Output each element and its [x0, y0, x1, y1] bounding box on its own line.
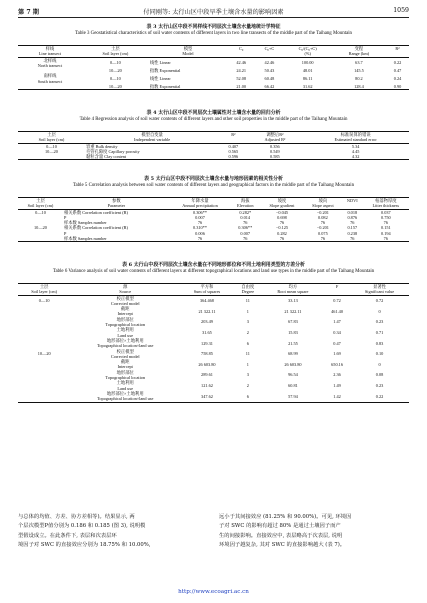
table-cell: 4.45 — [351, 148, 360, 154]
table-cell: 地形部位 Topographical location — [105, 369, 146, 381]
table-cell: −0.125 — [275, 225, 289, 231]
header-cell: Line transect — [18, 51, 82, 57]
table-cell: 48.01 — [302, 68, 313, 74]
table-row — [18, 236, 409, 242]
table-cell: 60.48 — [264, 76, 275, 82]
table-cell: 0.549 — [270, 148, 280, 154]
table-cell: 0.47 — [393, 68, 402, 74]
header-cell: Slope aspect — [304, 203, 342, 209]
table-cell: 76 — [350, 220, 355, 226]
table-cell: 76 — [342, 236, 363, 242]
table-cell: 76 — [197, 220, 203, 226]
table-cell: 样本数 Samples number — [63, 220, 107, 226]
header-cell: 显著性 — [350, 284, 409, 290]
table-cell: 0.23 — [375, 319, 384, 325]
table-cell: 0.22 — [393, 60, 402, 66]
table-cell — [18, 380, 70, 391]
text-line: 环境因子越复杂, 其对 SWC 的直接影响越大 (表 7)。 — [219, 541, 346, 548]
table-cell: 76 — [363, 236, 409, 242]
table-cell: 毛管孔隙度 Capillary porosity — [85, 148, 140, 154]
table-cell: 0.83 — [375, 340, 384, 346]
page-number: 1059 — [393, 7, 409, 14]
table-cell: 0.23 — [375, 382, 384, 388]
table-cell: 347.62 — [180, 391, 234, 402]
table-row — [18, 391, 409, 402]
table-cell: 10—20 — [108, 68, 122, 74]
table-cell: 26 603.80 — [284, 361, 302, 367]
table-cell: 0.007 — [195, 214, 205, 220]
header-cell: 年降水量 — [170, 198, 231, 204]
header-cell: Source — [70, 289, 180, 295]
header-cell: Significant value — [350, 289, 409, 295]
table-cell: 67.83 — [288, 319, 298, 325]
table-cell: 0.151 — [380, 225, 391, 231]
table-cell: 5.34 — [351, 143, 360, 149]
header-cell: Soil layer (cm) — [82, 51, 149, 57]
table-cell: 土地利用 Land use — [116, 327, 134, 338]
table-cell: 76 — [260, 236, 304, 242]
table-row — [18, 295, 409, 306]
table-cell: 1 — [246, 308, 249, 314]
table-cell: 31.62 — [283, 84, 331, 90]
header-cell: 模型自变量 — [85, 132, 219, 138]
table4-caption-cn: 表 4 太行山区中段不同层次土壤属性对土壤含水量的回归分析 — [146, 110, 281, 116]
running-header — [18, 5, 409, 18]
header-cell: 土层 — [18, 132, 85, 138]
table-row — [18, 317, 409, 328]
table-cell: 线性 Linear — [149, 76, 171, 82]
table-cell: −0.045 — [275, 209, 289, 215]
table-cell — [18, 154, 85, 160]
table-cell: 0.194 — [380, 230, 391, 236]
table-cell: 1.49 — [333, 382, 341, 388]
table-cell: 50.43 — [264, 68, 275, 74]
table-cell: 0—10 — [35, 209, 46, 215]
table-cell: 76 — [383, 220, 388, 226]
header-cell: Slope gradient — [260, 203, 304, 209]
table-cell: 461.40 — [331, 308, 343, 314]
table-cell: 26 603.80 — [198, 361, 216, 367]
table-cell: 63.7 — [355, 60, 363, 66]
table-cell: 0 — [378, 361, 381, 367]
table-cell: 黏粒含量 Clay content — [85, 154, 219, 160]
table-cell: 80.2 — [355, 76, 363, 82]
table-cell — [18, 236, 63, 242]
table-cell: 0.876 — [347, 214, 358, 220]
header-cell: NDVI — [342, 198, 363, 204]
header-cell: C₀ — [227, 46, 255, 52]
table-cell: 42.46 — [236, 60, 247, 66]
table5-caption-cn: 表 5 太行山区中段不同层次土壤含水量与地形因素的相关性分析 — [144, 176, 283, 182]
header-cell: Annual precipitation — [170, 203, 231, 209]
table-cell: 0.157 — [347, 225, 358, 231]
table-cell: 21 322.11 — [284, 308, 302, 314]
table-cell: 相关系数 Correlation coefficient (R) — [63, 225, 128, 231]
table-6 — [18, 283, 409, 403]
table-cell: 76 — [243, 220, 248, 226]
table-cell: 10—20 — [37, 351, 51, 357]
table-cell: 11 — [245, 351, 250, 357]
table-cell: 289.61 — [201, 372, 213, 378]
table-cell: 145.5 — [354, 68, 364, 74]
header-cell: 调整后R² — [247, 132, 302, 138]
table-cell: 0.037 — [380, 209, 391, 215]
header-cell: 均方 — [262, 284, 324, 290]
table-cell: P — [63, 230, 67, 236]
header-cell: C₀/(C₀+C) — [283, 46, 331, 52]
table-cell: 66.42 — [255, 84, 283, 90]
text-line: 生的间接影响。直接效应中, 表层略高于次表层, 说明 — [219, 532, 343, 539]
table-cell: 10—20 — [82, 84, 149, 90]
table-cell — [18, 317, 70, 328]
table-cell: 0.282 — [277, 230, 287, 236]
header-cell: F — [324, 284, 350, 290]
header-cell: R² — [219, 132, 247, 138]
table-cell: 地形部位×土地利用 Topographical location×land use — [97, 337, 154, 349]
table-cell: 校正模型 Corrected model — [110, 348, 140, 359]
table-row — [18, 359, 409, 370]
table-cell: 76 — [279, 220, 285, 226]
table-cell — [18, 359, 70, 370]
table-cell: 0.71 — [375, 330, 384, 336]
table-cell: 1.69 — [333, 351, 341, 357]
table-cell: 0.10 — [375, 351, 384, 357]
table-cell: P — [63, 214, 67, 220]
table-cell — [18, 327, 70, 338]
table-cell: 0.24 — [393, 76, 402, 82]
table-cell: 1.42 — [324, 391, 350, 402]
table-cell: 758.85 — [201, 351, 213, 357]
text-line: 与总体的均值、方差、协方差相等)。结果显示, 两 — [18, 514, 135, 520]
table-cell: 样本数 Samples number — [63, 236, 170, 242]
header-cell: Soil layer (cm) — [18, 203, 63, 209]
table3-caption-cn: 表 3 太行山区中段不同样线不同层次土壤含水量地统计学特征 — [146, 24, 281, 30]
header-cell: 平方和 — [180, 284, 234, 290]
table-cell: 121.62 — [201, 382, 213, 388]
header-cell: Adjusted R² — [247, 137, 302, 143]
table-cell: 0—10 — [46, 143, 57, 149]
table-cell: 0—10 — [110, 60, 121, 66]
table-cell: 地形部位 Topographical location — [105, 316, 146, 328]
table-cell: 2 — [246, 382, 249, 388]
header-cell: Degree — [234, 289, 262, 295]
table-cell: 相关系数 Correlation coefficient (R) — [63, 209, 128, 215]
text-line: 远小于其间接效应 (81.25% 和 90.00%)。可见, 环境因 — [219, 514, 352, 520]
table-cell: 0.72 — [375, 298, 384, 304]
table-row — [18, 327, 409, 338]
header-cell: Soil layer (cm) — [18, 289, 70, 295]
table-cell: 0.018 — [347, 209, 358, 215]
issue-number: 第 7 期 — [18, 9, 39, 16]
table-cell: 60.81 — [288, 382, 298, 388]
header-cell: 海拔 — [230, 198, 260, 204]
header-cell: Sum of squares — [180, 289, 234, 295]
header-cell: Litter thickness — [363, 203, 409, 209]
table-cell: 129.31 — [201, 340, 213, 346]
header-cell: Model — [149, 51, 227, 57]
table-cell: 76 — [320, 220, 326, 226]
table-cell: 96.54 — [288, 372, 298, 378]
table-cell: 3 — [246, 372, 249, 378]
table-cell: 容重 Bulk density — [85, 143, 118, 149]
header-cell: 标准误算的错误 — [302, 132, 409, 138]
table-cell — [18, 84, 82, 90]
header-cell: Parameter — [63, 203, 170, 209]
header-cell: Elevation — [230, 203, 260, 209]
header-cell: 源 — [70, 284, 180, 290]
table-row — [18, 349, 409, 360]
header-cell: Independent variable — [85, 137, 219, 143]
table-cell: 6 — [246, 340, 249, 346]
table-cell: 截距 Intercept — [117, 306, 133, 317]
table-cell: 76 — [230, 236, 260, 242]
table-cell: 650.16 — [331, 361, 343, 367]
table-cell: 0.585 — [247, 154, 302, 160]
table-cell — [18, 370, 70, 381]
table-cell: 0.014 — [240, 214, 251, 220]
header-cell: 土层 — [18, 198, 63, 204]
table-cell: −0.201 — [316, 209, 329, 215]
header-cell: 坡向 — [304, 198, 342, 204]
table-cell: 地形部位×土地利用 Topographical location×land use — [70, 391, 180, 402]
table-cell: 128.4 — [332, 84, 386, 90]
table-4 — [18, 131, 409, 160]
table-cell: 6 — [234, 391, 262, 402]
table-cell: 线性 Linear — [149, 60, 171, 66]
table-cell: 0.282* — [239, 209, 252, 215]
table-cell: 0.72 — [333, 298, 341, 304]
table-cell: 364.468 — [199, 298, 214, 304]
table-cell: 0.082 — [318, 214, 328, 220]
header-cell: C₀+C — [255, 46, 283, 52]
table-cell: 0.08 — [375, 372, 384, 378]
table-cell: 1.47 — [333, 319, 341, 325]
header-cell: 变程 — [332, 46, 386, 52]
table-row — [18, 84, 409, 90]
table-row — [18, 370, 409, 381]
header-cell: 样线 — [18, 46, 82, 52]
table-cell: 203.49 — [201, 319, 213, 325]
running-title: 付同刚等: 太行山区中段旱季土壤含水量的影响因素 — [143, 9, 284, 16]
table-row — [18, 338, 409, 349]
table-cell: 86.11 — [302, 76, 313, 82]
header-cell: Estimated standard error — [302, 137, 409, 143]
header-cell: R² — [386, 46, 409, 52]
table-cell: 10—20 — [34, 225, 47, 231]
table-cell — [18, 391, 70, 402]
table-cell: 截距 Intercept — [117, 359, 133, 370]
table-cell: 0.565 — [228, 148, 239, 154]
header-cell: Root mean square — [262, 289, 324, 295]
body-text-right — [219, 513, 409, 550]
table-cell: 68.99 — [288, 351, 298, 357]
table-cell: 21.55 — [288, 340, 298, 346]
table-cell: 校正模型 Corrected model — [110, 295, 140, 306]
table-cell: 57.94 — [262, 391, 324, 402]
table-cell: −0.201 — [316, 225, 329, 231]
text-line: 境因子对 SWC 的直接效应分别为 18.75% 和 10.00%, — [18, 541, 151, 548]
table-cell: 0.596 — [219, 154, 247, 160]
text-line: 型假设成立。在此条件下, 表层和次表层环 — [18, 532, 117, 539]
table-cell: 土地利用 Land use — [116, 380, 134, 391]
header-cell: 土层 — [82, 46, 149, 52]
table5-caption-en: Table 5 Correlation analysis between soil water contents of different layers and geographical factors in the middle part of the Taihang Mountain — [72, 183, 355, 188]
table-cell: 21.00 — [227, 84, 255, 90]
header-cell: 土层 — [18, 284, 70, 290]
table-cell: 42.46 — [264, 60, 275, 66]
table-cell: 11 — [245, 298, 250, 304]
table6-caption-cn: 表 6 太行山中段不同层次土壤含水量在不同地形部位和不同土地利用类型的方差分析 — [122, 262, 305, 268]
table-cell: 33.13 — [288, 298, 298, 304]
header-cell: Range (km) — [332, 51, 386, 57]
table-cell: 北样线 North transect — [37, 57, 63, 68]
table4-caption-en: Table 4 Regression analysis of soil water contents of different layers and other soil properties in the middle part of the Taihang Mountain — [79, 117, 348, 122]
header-cell: 枯落物厚度 — [363, 198, 409, 204]
table-cell: 0—10 — [110, 76, 121, 82]
table-cell: 3 — [246, 319, 249, 325]
table-cell: 0.310** — [193, 225, 207, 231]
table-cell: 2.36 — [333, 372, 341, 378]
table-cell: 0.306** — [193, 209, 207, 215]
table-cell: 0.306** — [238, 225, 253, 231]
table-cell: 1 — [246, 361, 249, 367]
table-cell: 0.006 — [195, 230, 205, 236]
table-cell: 76 — [304, 236, 342, 242]
table-cell: 21 322.11 — [198, 308, 216, 314]
table-row — [18, 380, 409, 391]
table3-caption-en: Table 3 Geostatistical characteristics of soil water contents of different layers in two line transects of the middle part of the Taihang Mountain — [75, 31, 352, 36]
header-cell: (%) — [283, 51, 331, 57]
header-cell: 模型 — [149, 46, 227, 52]
journal-url[interactable]: http://www.ecoagri.ac.cn — [178, 589, 249, 595]
table-cell: 0 — [378, 308, 381, 314]
table-cell: 0.075 — [318, 230, 328, 236]
header-cell: 坡度 — [260, 198, 304, 204]
table-3 — [18, 45, 409, 90]
table-row — [18, 306, 409, 317]
table-cell: 0.007 — [240, 230, 251, 236]
table-cell: 4.32 — [302, 154, 409, 160]
text-line: 子对 SWC 的影响有超过 80% 是通过土壤因子而产 — [219, 523, 341, 530]
table-cell: 0.698 — [277, 214, 287, 220]
table-cell: 100.00 — [301, 60, 314, 66]
table-cell: 10—20 — [45, 148, 58, 154]
table-cell: 0.750 — [380, 214, 391, 220]
table-cell: 0.407 — [228, 143, 239, 149]
table-cell: 31.65 — [202, 330, 212, 336]
table-cell — [18, 338, 70, 349]
table-row — [18, 57, 409, 68]
table-5 — [18, 197, 409, 242]
table-cell: 76 — [170, 236, 231, 242]
table-row — [18, 73, 409, 84]
body-text-left — [18, 513, 208, 550]
table6-caption-en: Table 6 Variance analysis of soil water contents of different layers at different topographical locations and land use types in the middle part of the Taihang Mountain — [52, 269, 375, 274]
table-cell: 2 — [246, 330, 249, 336]
table-cell: 24.21 — [236, 68, 247, 74]
table-cell: 0.238 — [347, 230, 358, 236]
table-cell: 52.08 — [236, 76, 247, 82]
text-line: 个层次模型P值分别为 0.186 和 0.185 (图 3), 说明模 — [18, 523, 146, 530]
table-cell: 0.356 — [270, 143, 280, 149]
table-cell — [18, 306, 70, 317]
table-cell: 指数 Exponential — [149, 68, 181, 74]
header-cell: 自由度 — [234, 284, 262, 290]
table-cell: 指数 Exponential — [149, 84, 227, 90]
table-cell: 0.90 — [386, 84, 409, 90]
header-cell: 参数 — [63, 198, 170, 204]
table-cell: 南样线 South transect — [37, 73, 63, 84]
table-cell: 0.22 — [350, 391, 409, 402]
table-cell: 0.47 — [333, 340, 341, 346]
table-row — [18, 154, 409, 160]
table-cell: 0—10 — [38, 298, 50, 304]
table-cell: 15.83 — [288, 330, 298, 336]
header-cell: Soil layer (cm) — [18, 137, 85, 143]
table-cell: 0.34 — [333, 330, 341, 336]
